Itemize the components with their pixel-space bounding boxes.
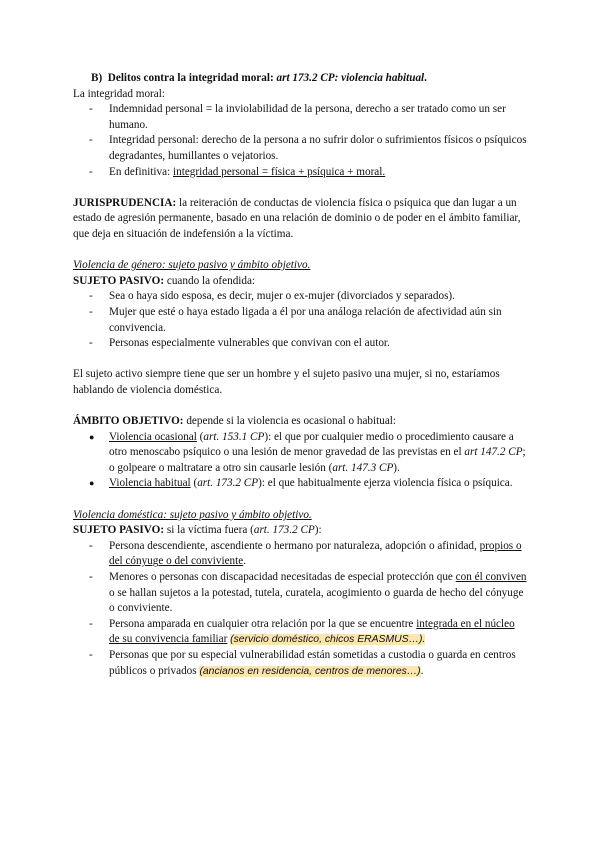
integridad-title: La integridad moral: [73,87,165,100]
list-item: - En definitiva: integridad personal = física + psíquica + moral. [89,165,386,178]
ambito-list [73,430,528,492]
jurisprudencia-paragraph: JURISPRUDENCIA: la reiteración de conductas de violencia física o psíquica que dan lugar a un estado de agresión permanente, basado en una relación de dominio o de poder en el ámbito familiar, que deja en situación de indefensión a la víctima. [73,196,521,240]
list-item: - Persona descendiente, ascendiente o hermano por naturaleza, adopción o afinidad, propios o del cónyuge o del conviviente. [89,539,522,568]
highlighted-example: (ancianos en residencia, centros de menores…) [199,665,421,677]
list-item: - Personas que por su especial vulnerabilidad están sometidas a custodia o guarda en centros públicos o privados (ancianos en residencia, centros de menores…). [89,648,516,677]
heading-ref: art 173.2 CP [276,72,335,84]
list-item: - Mujer que esté o haya estado ligada a él por una análoga relación de afectividad aún sin convivencia. [89,305,502,334]
heading-title: Delitos contra la integridad moral: [107,72,274,84]
ambito-objetivo: ÁMBITO OBJETIVO: depende si la violencia es ocasional o habitual: [73,415,397,428]
list-item: - Indemnidad personal = la inviolabilidad de la persona, derecho a ser tratado como un ser humano. [89,103,506,131]
list-item: ● Violencia ocasional (art. 153.1 CP): el que por cualquier medio o procedimiento causare a otro menoscabo psíquico o una lesión de menor gravedad de las previstas en el art 147.2 CP; o golpeare o maltratare a otro sin causarle lesión (art. 147.3 CP). [89,430,526,474]
genero-note: El sujeto activo siempre tiene que ser un hombre y el sujeto pasivo una mujer, si no, estaríamos hablando de violencia doméstica. [73,368,500,396]
genero-list [73,289,528,351]
genero-sujeto: SUJETO PASIVO: cuando la ofendida: [73,274,256,287]
bullet-icon: ● [89,431,95,442]
section-heading: B) Delitos contra la integridad moral: art 173.2 CP: violencia habitual. [91,72,427,84]
domestica-list [73,539,528,679]
jurisprudencia-label: JURISPRUDENCIA: [73,196,177,209]
domestica-title: Violencia doméstica: sujeto pasivo y ámbito objetivo. [73,508,312,521]
list-item: - Menores o personas con discapacidad necesitadas de especial protección que con él conviven o se hallan sujetos a la potestad, tutela, curatela, acogimiento o guarda de hecho del cónyuge o conviviente. [89,571,527,615]
list-item: ● Violencia habitual (art. 173.2 CP): el que habitualmente ejerza violencia física o psíquica. [73,476,528,492]
list-item: - Personas especialmente vulnerables que convivan con el autor. [89,337,390,350]
integridad-list [73,102,528,180]
highlighted-example: (servicio doméstico, chicos ERASMUS…). [230,634,426,646]
bullet-icon: ● [89,478,95,489]
heading-letter: B) [91,72,103,84]
list-item: - Integridad personal: derecho de la persona a no sufrir dolor o sufrimientos físicos o psíquicos degradantes, humillantes o vejatorios. [89,134,527,162]
definition-underlined: integridad personal = física + psíquica + moral. [173,165,386,178]
list-item: - Persona amparada en cualquier otra relación por la que se encuentre integrada en el núcleo de su convivencia familiar (servicio doméstico, chicos ERASMUS…). [89,617,515,646]
genero-title: Violencia de género: sujeto pasivo y ámbito objetivo. [73,259,311,272]
list-item: - Sea o haya sido esposa, es decir, mujer o ex-mujer (divorciados y separados). [89,290,455,303]
domestica-sujeto: SUJETO PASIVO: si la víctima fuera (art. 173.2 CP): [73,524,322,537]
heading-subject: : violencia habitual [334,72,425,84]
document-page [73,71,528,679]
